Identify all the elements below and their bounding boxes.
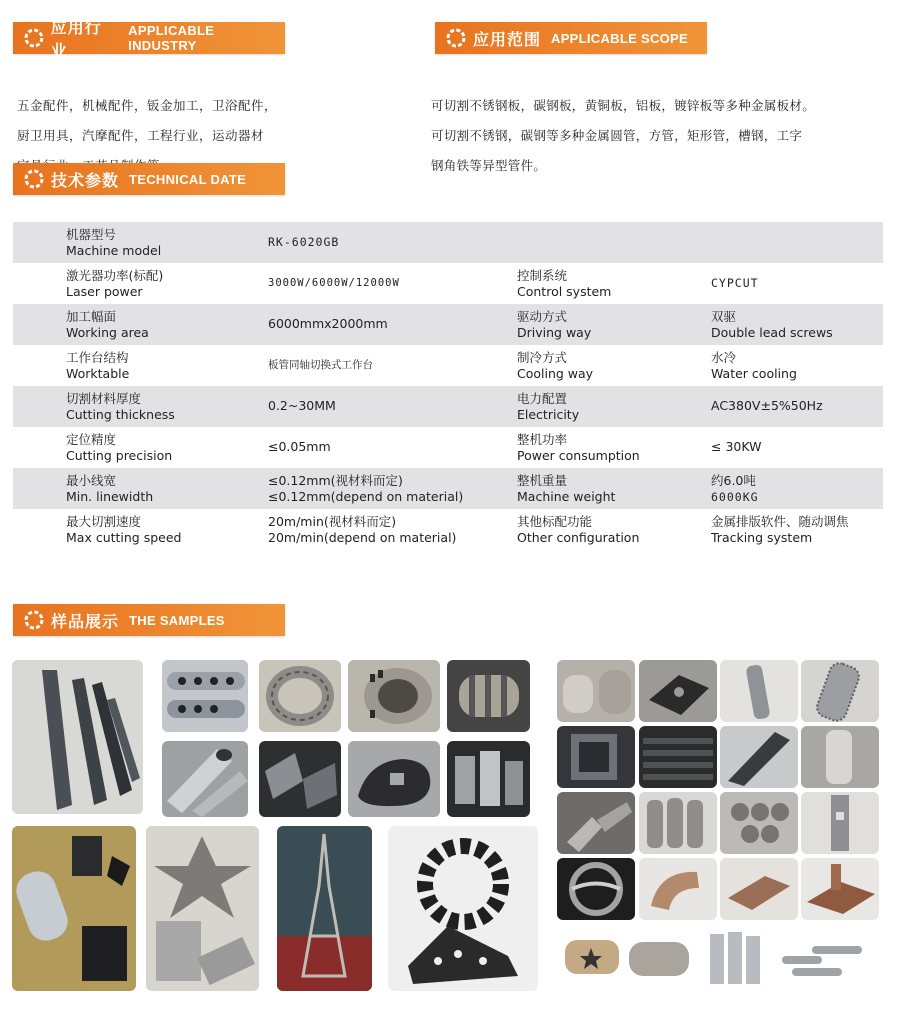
sample-photo-square-tubes xyxy=(447,741,530,817)
spec-key xyxy=(66,391,175,423)
value-line: Double lead screws xyxy=(711,325,833,340)
spec-key xyxy=(517,268,611,300)
key-en: Driving way xyxy=(517,325,592,340)
value-line: 水冷 xyxy=(711,350,737,365)
spec-key xyxy=(517,350,593,382)
table-row xyxy=(13,304,883,345)
sample-photo-mesh-tube xyxy=(801,660,879,722)
sample-photo-gear-ring-and-plate xyxy=(388,826,538,991)
spec-key xyxy=(66,309,149,341)
sample-photo-mixed-parts xyxy=(12,826,136,991)
sample-photo-greek-pattern-ring xyxy=(259,660,341,732)
spec-value xyxy=(711,309,833,341)
sample-photo-dark-bars xyxy=(639,726,717,788)
key-en: Laser power xyxy=(66,284,143,299)
text-line: 钢角铁等异型管件。 xyxy=(431,158,547,173)
key-zh: 电力配置 xyxy=(517,391,568,406)
text-line: 可切割不锈钢板，碳钢板，黄铜板，铝板，镀锌板等多种金属板材。 xyxy=(431,98,816,113)
spec-value: 3000W/6000W/12000W xyxy=(268,277,400,289)
key-zh: 激光器功率(标配) xyxy=(66,268,164,283)
spec-value: CYPCUT xyxy=(711,276,759,290)
sample-photo-pipe-in-jig xyxy=(801,726,879,788)
value-line: 约6.0吨 xyxy=(711,473,756,488)
text-line: 可切割不锈钢，碳钢等多种金属圆管，方管，矩形管，槽钢，工字 xyxy=(431,128,803,143)
table-row xyxy=(13,345,883,386)
scope-paragraph xyxy=(431,83,815,188)
sample-photo-square-frame xyxy=(557,726,635,788)
key-en: Working area xyxy=(66,325,149,340)
spec-key xyxy=(517,432,640,464)
spec-value xyxy=(268,514,456,546)
gear-icon xyxy=(445,27,467,49)
key-en: Cooling way xyxy=(517,366,594,381)
spec-key xyxy=(66,432,172,464)
spec-value: RK-6020GB xyxy=(268,235,340,249)
key-zh: 其他标配功能 xyxy=(517,514,593,529)
spec-key xyxy=(517,514,639,546)
spec-value: 0.2~30MM xyxy=(268,398,336,413)
sample-photo-cut-pipe-ends xyxy=(557,660,635,722)
spec-key xyxy=(66,514,181,546)
section-banner-scope xyxy=(435,22,707,54)
sample-photo-pipe-stack xyxy=(639,792,717,854)
spec-value: ≤0.05mm xyxy=(268,439,331,454)
key-en: Electricity xyxy=(517,407,580,422)
key-zh: 控制系统 xyxy=(517,268,568,283)
sample-photo-slotted-rings xyxy=(447,660,530,732)
key-en: Power consumption xyxy=(517,448,640,463)
key-zh: 最小线宽 xyxy=(66,473,117,488)
sample-photo-cross-pipes xyxy=(557,858,635,920)
sample-photo-bent-sheet-parts xyxy=(259,741,341,817)
value-line: ≤0.12mm(depend on material) xyxy=(268,489,464,504)
sample-photo-perforated-tube xyxy=(162,660,248,732)
gear-icon xyxy=(23,609,45,631)
sample-photo-angled-pipes xyxy=(162,741,248,817)
table-row xyxy=(13,468,883,509)
spec-value xyxy=(711,473,759,505)
section-banner-industry xyxy=(13,18,285,60)
section-title-zh: 技术参数 xyxy=(51,170,120,190)
spec-value xyxy=(268,473,463,505)
section-title-en: THE SAMPLES xyxy=(129,612,225,628)
key-zh: 最大切割速度 xyxy=(66,514,142,529)
section-title-zh: 应用范围 xyxy=(473,29,542,49)
section-banner-samples xyxy=(13,604,285,636)
sample-photo-cut-cylinder xyxy=(348,660,440,732)
sample-photo-oval-bracket xyxy=(348,741,440,817)
gear-icon xyxy=(23,27,45,49)
sample-photo-y-joint xyxy=(557,792,635,854)
section-title-en: APPLICABLE SCOPE xyxy=(551,30,688,46)
table-row xyxy=(13,427,883,468)
spec-table xyxy=(13,222,883,550)
sample-photo-steel-bars xyxy=(12,660,143,814)
key-en: Cutting thickness xyxy=(66,407,175,422)
spec-key xyxy=(517,309,591,341)
section-title-zh: 样品展示 xyxy=(51,611,120,631)
spec-key xyxy=(66,473,153,505)
key-zh: 驱动方式 xyxy=(517,309,568,324)
text-line: 五金配件，机械配件，钣金加工，卫浴配件， xyxy=(17,98,278,113)
value-line: 20m/min(depend on material) xyxy=(268,530,457,545)
spec-key xyxy=(66,268,163,300)
spec-key xyxy=(66,350,129,382)
key-en: Min. linewidth xyxy=(66,489,154,504)
table-row xyxy=(13,509,883,550)
spec-value: 板管同轴切换式工作台 xyxy=(268,359,373,371)
spec-key xyxy=(66,227,161,259)
sample-photo-stainless-tubes xyxy=(702,926,878,992)
key-zh: 整机重量 xyxy=(517,473,568,488)
value-line: 20m/min(视材料而定) xyxy=(268,514,397,529)
sample-photo-twisted-pipe xyxy=(720,726,798,788)
sample-photo-tube-bundle xyxy=(720,792,798,854)
sample-photo-bronze-bracket xyxy=(801,858,879,920)
value-line: Water cooling xyxy=(711,366,797,381)
key-en: Cutting precision xyxy=(66,448,173,463)
spec-value: ≤ 30KW xyxy=(711,439,762,454)
spec-value xyxy=(711,514,849,546)
key-zh: 制冷方式 xyxy=(517,350,568,365)
value-line: Tracking system xyxy=(711,530,813,545)
value-line: 金属排版软件、随动调焦 xyxy=(711,514,849,529)
key-zh: 机器型号 xyxy=(66,227,117,242)
key-en: Control system xyxy=(517,284,612,299)
key-zh: 切割材料厚度 xyxy=(66,391,142,406)
spec-value: AC380V±5%50Hz xyxy=(711,398,823,413)
key-zh: 定位精度 xyxy=(66,432,117,447)
section-title-zh: 应用行业 xyxy=(50,18,102,60)
key-en: Worktable xyxy=(66,366,130,381)
key-en: Max cutting speed xyxy=(66,530,182,545)
key-en: Machine model xyxy=(66,243,162,258)
spec-value: 6000mmx2000mm xyxy=(268,316,388,331)
section-title-en: APPLICABLE INDUSTRY xyxy=(128,23,215,53)
sample-photo-black-bracket xyxy=(639,660,717,722)
text-line: 厨卫用具，汽摩配件，工程行业，运动器材 xyxy=(17,128,265,143)
value-line: 双驱 xyxy=(711,309,737,324)
gear-icon xyxy=(23,168,45,190)
key-en: Other configuration xyxy=(517,530,640,545)
section-banner-tech xyxy=(13,163,285,195)
spec-key xyxy=(517,391,579,423)
sample-photo-eiffel-tower xyxy=(277,826,372,991)
sample-photo-star-cut-pipes xyxy=(557,926,699,992)
sample-photo-steel-rod xyxy=(720,660,798,722)
value-line: ≤0.12mm(视材料而定) xyxy=(268,473,403,488)
spec-key xyxy=(517,473,615,505)
section-title-en: TECHNICAL DATE xyxy=(129,171,247,187)
key-zh: 整机功率 xyxy=(517,432,568,447)
sample-photo-shuriken-plates xyxy=(146,826,259,991)
sample-photo-copper-elbow xyxy=(639,858,717,920)
table-row xyxy=(13,263,883,304)
table-row xyxy=(13,386,883,427)
key-zh: 工作台结构 xyxy=(66,350,129,365)
sample-photo-perforated-angle xyxy=(720,858,798,920)
key-zh: 加工幅面 xyxy=(66,309,117,324)
value-line: 6000KG xyxy=(711,490,759,504)
spec-value xyxy=(711,350,797,382)
table-row xyxy=(13,222,883,263)
sample-photo-channel-post xyxy=(801,792,879,854)
key-en: Machine weight xyxy=(517,489,616,504)
